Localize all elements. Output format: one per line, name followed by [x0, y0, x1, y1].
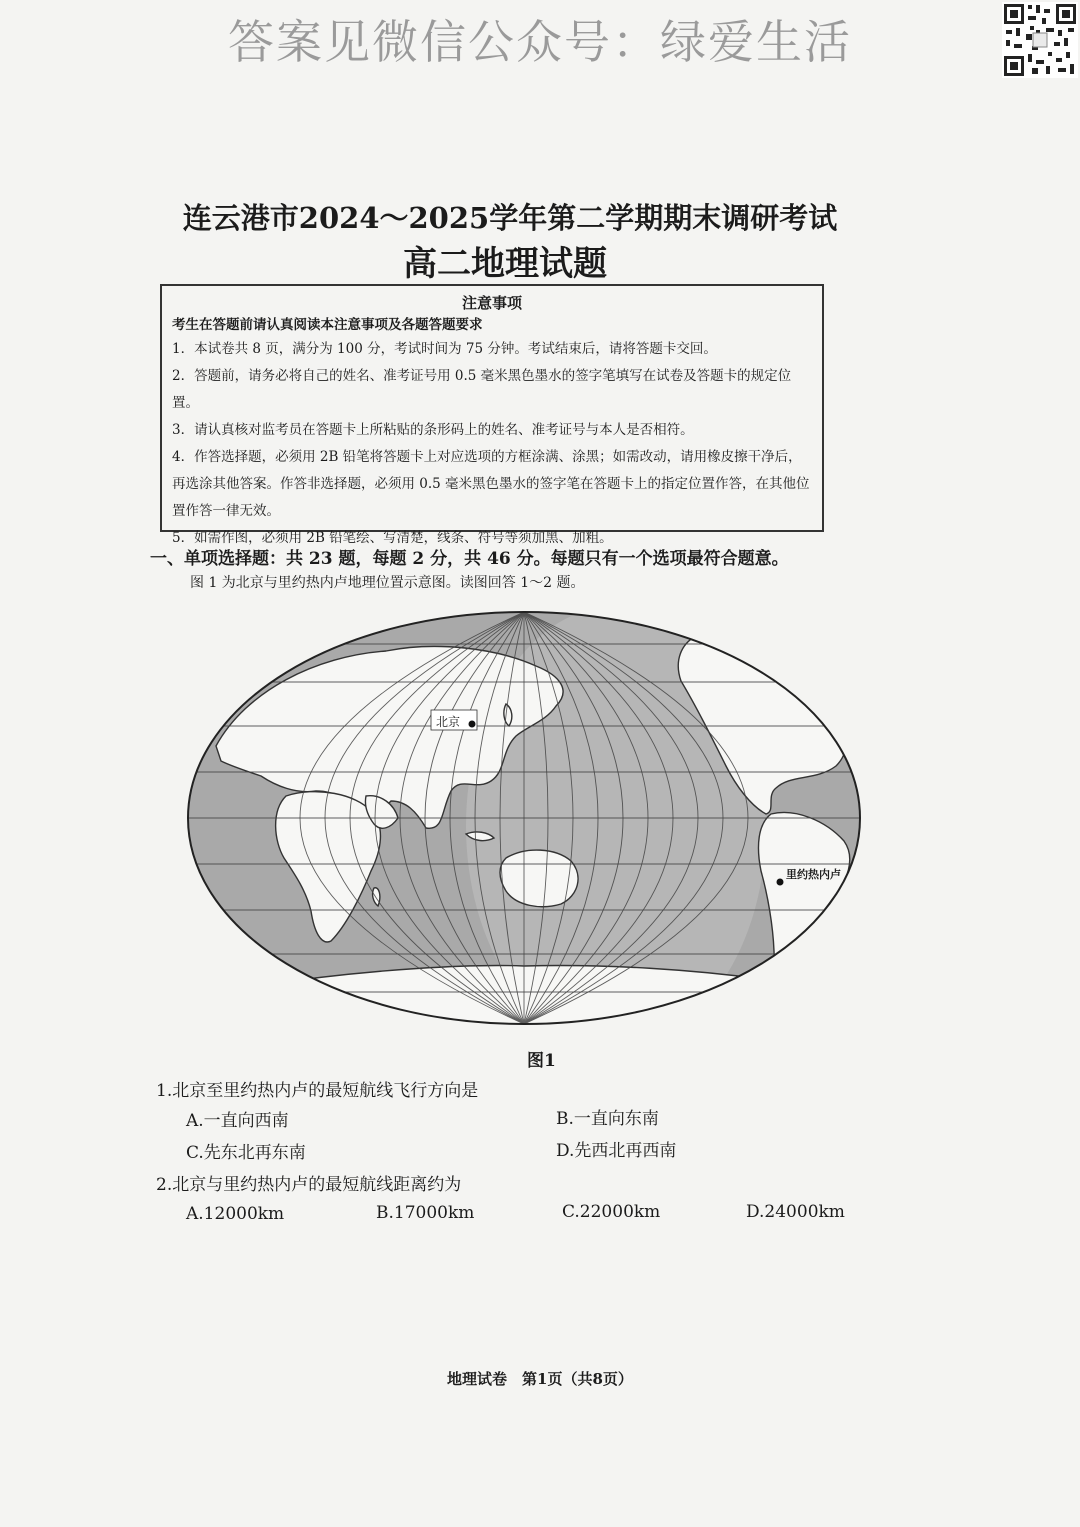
beijing-dot — [469, 721, 476, 728]
notice-title: 注意事项 — [461, 294, 522, 312]
qr-code — [1002, 2, 1078, 78]
figure-label: 图1 — [527, 1051, 556, 1071]
notice-item: 3．请认真核对监考员在答题卡上所粘贴的条形码上的姓名、准考证号与本人是否相符。 — [172, 422, 694, 438]
rio-label: 里约热内卢 — [786, 868, 841, 881]
question-1-option-a: A.一直向西南 — [186, 1111, 289, 1131]
question-2-option-b: B.17000km — [376, 1203, 475, 1223]
notice-item: 1．本试卷共 8 页，满分为 100 分，考试时间为 75 分钟。考试结束后，请将答题卡交回。 — [172, 341, 717, 357]
question-2-stem: 2.北京与里约热内卢的最短航线距离约为 — [156, 1175, 462, 1195]
question-1-stem: 1.北京至里约热内卢的最短航线飞行方向是 — [156, 1081, 479, 1101]
world-map — [176, 596, 872, 1036]
question-1-option-d: D.先西北再西南 — [556, 1141, 677, 1161]
watermark-text: 答案见微信公众号：绿爱生活 — [228, 15, 852, 69]
page-footer: 地理试卷 第1页（共8页） — [447, 1370, 633, 1388]
question-2-option-d: D.24000km — [746, 1202, 845, 1222]
exam-title: 连云港市2024～2025学年第二学期期末调研考试 — [182, 201, 838, 235]
rio-dot — [777, 879, 784, 886]
notice-box — [160, 284, 824, 546]
beijing-label: 北京 — [436, 715, 461, 729]
notice-item: 2．答题前，请务必将自己的姓名、准考证号用 0.5 毫米黑色墨水的签字笔填写在试卷及答题卡的规定位置。 — [172, 368, 792, 411]
notice-subtitle: 考生在答题前请认真阅读本注意事项及各题答题要求 — [172, 317, 483, 333]
notice-item: 5．如需作图，必须用 2B 铅笔绘、写清楚，线条、符号等须加黑、加粗。 — [172, 530, 613, 546]
question-1-option-b: B.一直向东南 — [556, 1109, 659, 1129]
question-2-option-a: A.12000km — [186, 1204, 285, 1224]
section-heading: 一、单项选择题：共 23 题，每题 2 分，共 46 分。每题只有一个选项最符合题意。 — [150, 549, 789, 569]
question-2-option-c: C.22000km — [562, 1202, 661, 1222]
subject-title: 高二地理试题 — [403, 244, 607, 284]
question-1-option-c: C.先东北再东南 — [186, 1143, 306, 1163]
notice-item: 4．作答选择题，必须用 2B 铅笔将答题卡上对应选项的方框涂满、涂黑；如需改动，请用橡皮擦干净后，再选涂其他答案。作答非选择题，必须用 0.5 毫米黑色墨水的签字笔在答题卡上的指定位置作答，在其他位置作答一律无效。 — [172, 449, 810, 519]
section-intro: 图 1 为北京与里约热内卢地理位置示意图。读图回答 1～2 题。 — [190, 575, 585, 591]
